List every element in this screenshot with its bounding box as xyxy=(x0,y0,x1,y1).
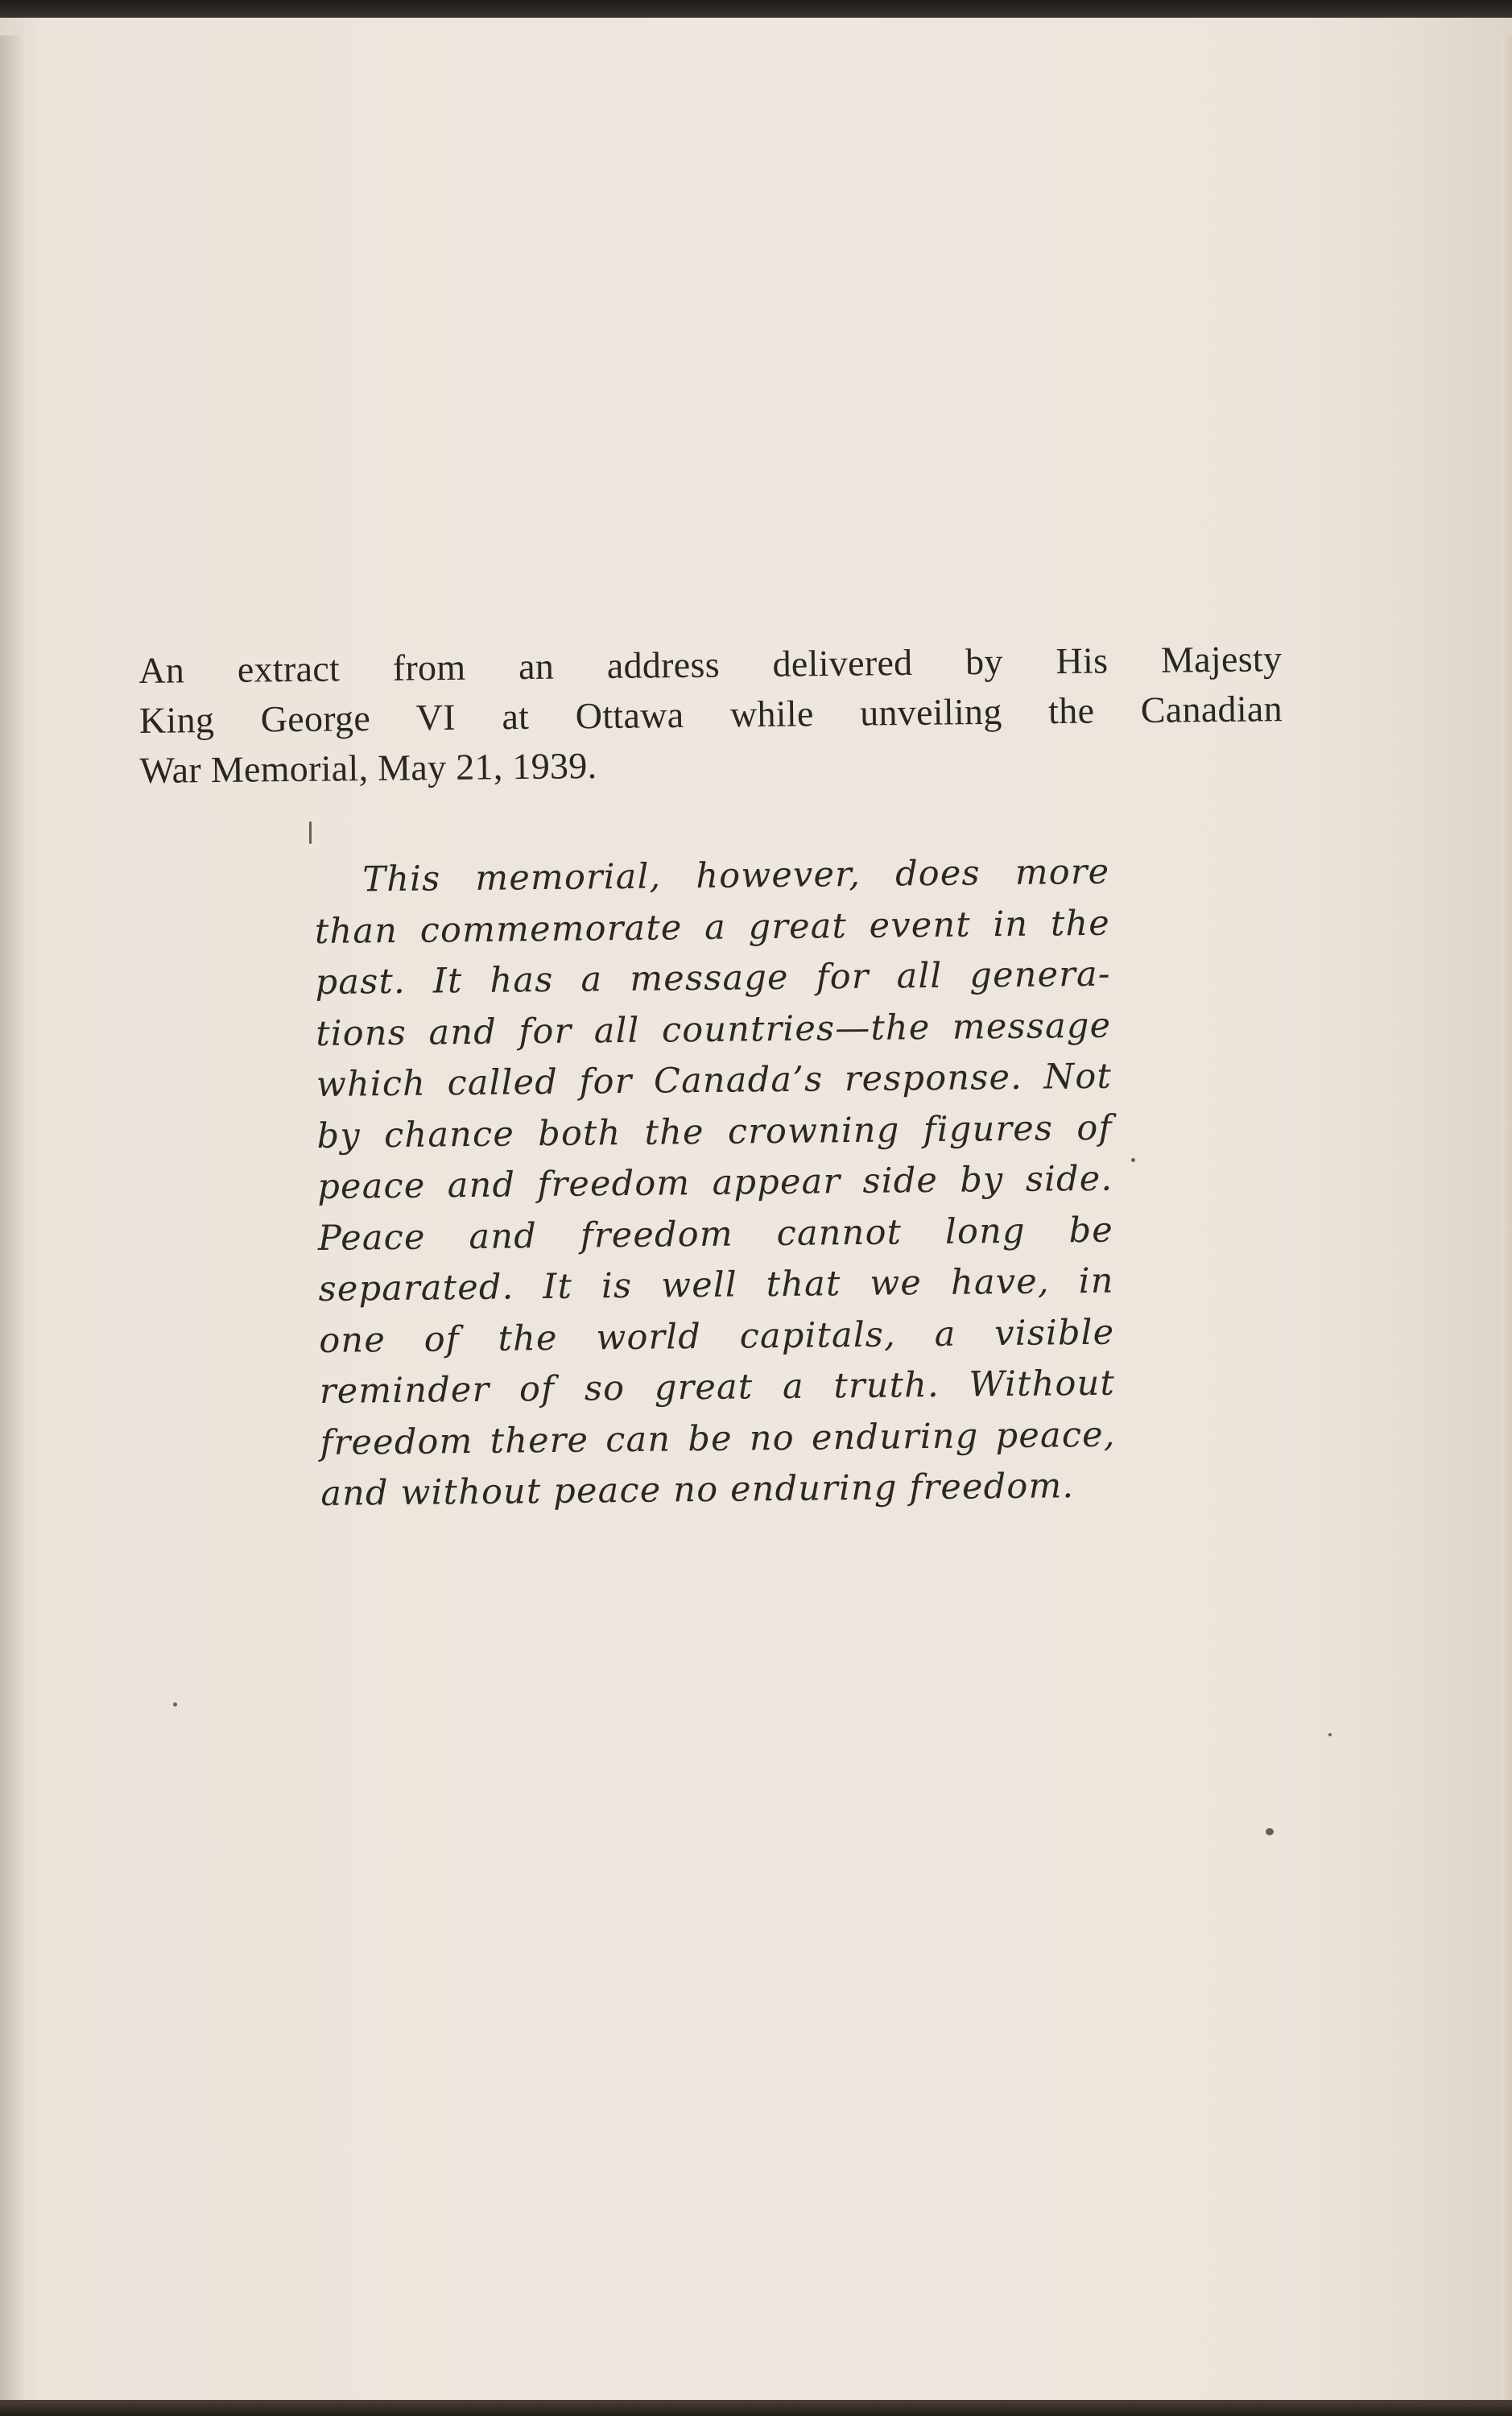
quote-line: freedom there can be no enduring peace, xyxy=(320,1414,1116,1463)
quote-line: past. It has a message for all genera- xyxy=(315,954,1111,1003)
quote-line: peace and freedom appear side by side. xyxy=(317,1158,1113,1207)
quote-line: reminder of so great a truth. Without xyxy=(319,1363,1116,1412)
extract-heading xyxy=(138,634,1283,796)
quote-line: and without peace no enduring freedom. xyxy=(320,1466,1075,1514)
page-top-edge xyxy=(0,0,1512,18)
book-page xyxy=(0,18,1512,2400)
page-bottom-edge xyxy=(0,2400,1512,2416)
quote-line: This memorial, however, does more xyxy=(362,851,1110,900)
quote-line: tions and for all countries—the message xyxy=(316,1005,1112,1054)
quote-line: which called for Canada’s response. Not xyxy=(316,1056,1113,1105)
paper-speck xyxy=(1131,1158,1135,1162)
quote-line: separated. It is well that we have, in xyxy=(318,1260,1114,1309)
quote-line: one of the world capitals, a visible xyxy=(319,1312,1115,1361)
heading-line: An extract from an address delivered by His Majesty xyxy=(138,638,1283,691)
memorial-quote xyxy=(314,847,1117,1520)
quote-line: than commemorate a great event in the xyxy=(314,903,1111,952)
quote-line: Peace and freedom cannot long be xyxy=(317,1210,1114,1259)
paper-speck xyxy=(173,1702,177,1707)
heading-line: War Memorial, May 21, 1939. xyxy=(139,745,597,791)
heading-line: King George VI at Ottawa while unveiling the Canadian xyxy=(138,688,1283,741)
paper-speck xyxy=(309,821,312,844)
quote-line: by chance both the crowning figures of xyxy=(316,1107,1113,1156)
paper-speck xyxy=(1266,1828,1274,1835)
gutter-shadow xyxy=(0,35,24,2400)
paper-speck xyxy=(1328,1733,1332,1736)
page-fore-edge xyxy=(1501,35,1512,2400)
